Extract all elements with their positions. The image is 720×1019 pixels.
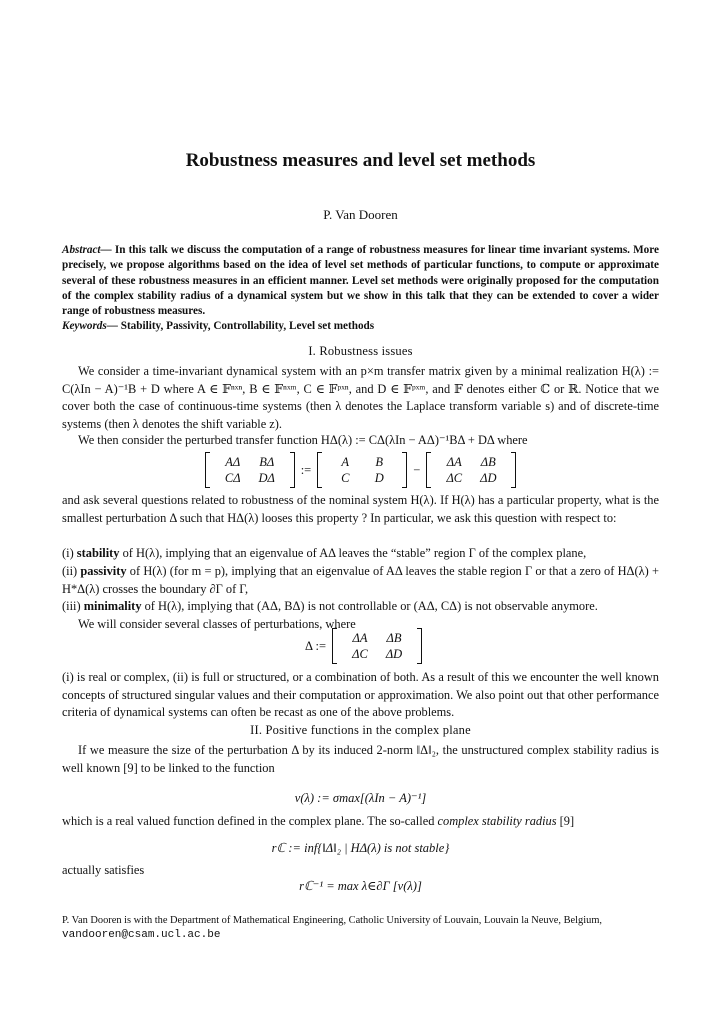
list-text: of H(λ), implying that an eigenvalue of AΔ leaves the “stable” region Γ of the complex plane, — [119, 546, 587, 560]
matrix-delta-structure — [332, 628, 422, 664]
paper-title: Robustness measures and level set methods — [185, 150, 536, 171]
section-2-paragraph-3: actually satisfies — [62, 863, 145, 877]
paper-page — [62, 0, 659, 1019]
matrix-equation — [62, 452, 659, 488]
matrix-entry: CΔ — [224, 471, 241, 485]
equation-radius-max: rℂ⁻¹ = max λ∈∂Γ [ν(λ)] — [299, 879, 422, 893]
matrix-delta — [426, 452, 516, 488]
matrix-entry: ΔA — [446, 455, 462, 469]
list-keyword: minimality — [83, 599, 142, 613]
list-marker: (ii) — [62, 564, 81, 578]
emphasis-text: complex stability radius — [437, 814, 557, 828]
section-2-paragraph-2 — [62, 813, 659, 831]
list-marker: (iii) — [62, 599, 84, 613]
matrix-perturbed — [205, 452, 295, 488]
footnote — [62, 914, 659, 942]
matrix-entry: ΔD — [480, 471, 497, 485]
matrix-entry: ΔB — [386, 631, 402, 645]
matrix-entry: ΔA — [352, 631, 368, 645]
abstract-label: Abstract— — [62, 244, 112, 256]
list-keyword: passivity — [80, 564, 127, 578]
list-text: of H(λ) (for m = p), implying that an eigenvalue of AΔ leaves the stable region Γ or that a zero of HΔ(λ) + H*Δ(λ) crosses the boundary ∂Γ of Γ, — [62, 564, 659, 596]
matrix-entry: ΔC — [352, 647, 368, 661]
list-item-minimality — [62, 598, 659, 616]
footnote-email[interactable]: vandooren@csam.ucl.ac.be — [62, 929, 221, 941]
list-item-passivity — [62, 563, 659, 598]
assign-operator: := — [300, 462, 312, 477]
matrix-entry: C — [341, 471, 350, 485]
abstract-text: In this talk we discuss the computation of a range of robustness measures for linear time invariant systems. More precisely, we propose algorithms based on the idea of level set methods of particular functions, to compute or approximate several of these robustness measures in an efficient manner. Level set methods were originally proposed for the computation of the complex stability radius of a dynamical system but we show in this talk that they can be extended to cover a wider range of robustness measures. — [62, 244, 659, 318]
keywords-text: Stability, Passivity, Controllability, Level set methods — [117, 320, 375, 332]
delta-definition — [62, 628, 659, 664]
abstract — [62, 243, 659, 319]
section-1-paragraph-5: (i) is real or complex, (ii) is full or structured, or a combination of both. As a result of this we encounter the well known concepts of structured singular values and their computation or approximation. We also point out that other performance criteria of dynamical systems can often be recast as one of the above problems. — [62, 670, 659, 719]
matrix-entry: ΔC — [446, 471, 463, 485]
text-run: [9] — [556, 814, 575, 828]
equation-stability-radius: rℂ := inf{‖Δ‖₂ | HΔ(λ) is not stable} — [271, 841, 450, 855]
keywords-label: Keywords— — [62, 320, 118, 332]
matrix-nominal — [317, 452, 407, 488]
equation-nu: ν(λ) := σmax[(λIn − A)⁻¹] — [294, 791, 427, 805]
matrix-entry: DΔ — [258, 471, 275, 485]
list-item-stability — [62, 545, 659, 563]
matrix-entry: BΔ — [259, 455, 275, 469]
matrix-entry: A — [341, 455, 350, 469]
minus-operator: − — [413, 462, 421, 477]
delta-lhs: Δ := — [305, 638, 326, 653]
matrix-entry: ΔD — [385, 647, 403, 661]
list-text: of H(λ), implying that (AΔ, BΔ) is not controllable or (AΔ, CΔ) is not observable anymore. — [141, 599, 598, 613]
list-marker: (i) — [62, 546, 77, 560]
matrix-entry: D — [374, 471, 384, 485]
section-1-paragraph-3: and ask several questions related to robustness of the nominal system H(λ). If H(λ) has a particular property, what is the smallest perturbation Δ such that HΔ(λ) looses this property ? In particular, we ask this question with respect to: — [62, 493, 659, 525]
section-1-heading: I. Robustness issues — [308, 344, 413, 358]
section-1-paragraph-1: We consider a time-invariant dynamical system with an p×m transfer matrix given by a minimal realization H(λ) := C(λIn − A)⁻¹B + D where A ∈ 𝔽ⁿˣⁿ, B ∈ 𝔽ⁿˣᵐ, C ∈ 𝔽ᵖˣⁿ, and D ∈ 𝔽ᵖˣᵐ, and 𝔽 denotes either ℂ or ℝ. Notice that we cover both the case of continuous-time systems (then λ denotes the Laplace transform variable s) and of discrete-time systems (then λ denotes the shift variable z). — [62, 364, 659, 431]
section-1-paragraph-4: We will consider several classes of perturbations, where — [78, 617, 356, 631]
section-1-paragraph-2: We then consider the perturbed transfer function HΔ(λ) := CΔ(λIn − AΔ)⁻¹BΔ + DΔ where — [78, 433, 528, 447]
section-2-heading: II. Positive functions in the complex plane — [250, 723, 471, 737]
paper-author: P. Van Dooren — [323, 207, 398, 222]
matrix-entry: B — [375, 455, 384, 469]
matrix-entry: ΔB — [480, 455, 496, 469]
list-keyword: stability — [76, 546, 120, 560]
section-2-paragraph-1: If we measure the size of the perturbation Δ by its induced 2-norm ‖Δ‖₂, the unstructured complex stability radius is well known [9] to be linked to the function — [62, 743, 659, 775]
matrix-entry: AΔ — [225, 455, 241, 469]
footnote-text: P. Van Dooren is with the Department of Mathematical Engineering, Catholic University of Louvain, Louvain la Neuve, Belgium, — [62, 915, 602, 926]
text-run: which is a real valued function defined in the complex plane. The so-called — [62, 814, 438, 828]
keywords — [62, 320, 659, 332]
